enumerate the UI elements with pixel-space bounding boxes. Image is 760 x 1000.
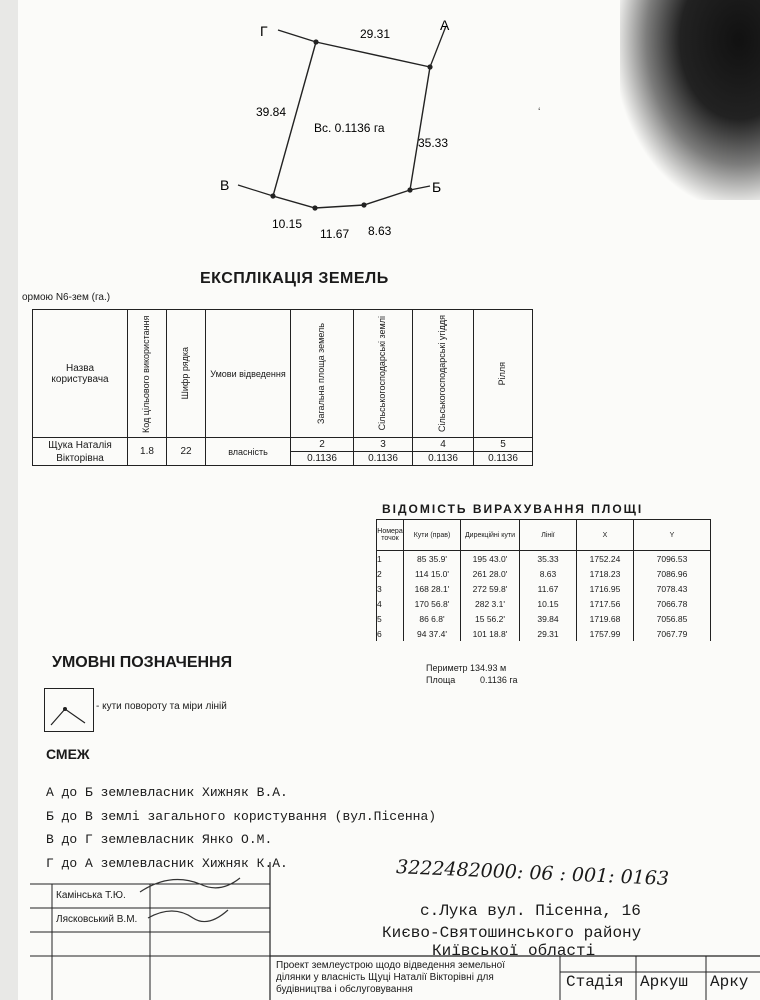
calc-cell-y: 7066.78 (634, 596, 711, 611)
owner-cell: Щука Наталія Вікторівна (33, 438, 128, 466)
header-agri-use: Сільськогосподарські угіддя (413, 310, 474, 438)
calc-cell-n: 4 (377, 596, 404, 611)
calc-header-angles: Кути (прав) (404, 520, 461, 551)
calc-cell-dir: 261 28.0' (461, 566, 520, 581)
calc-header-x: X (577, 520, 634, 551)
calc-cell-dir: 101 18.8' (461, 626, 520, 641)
calc-cell-angle: 94 37.4' (404, 626, 461, 641)
vertex-b: Б (432, 179, 442, 195)
dim-ag: 29.31 (360, 27, 391, 41)
plot-area-label: Вс. 0.1136 га (314, 121, 385, 135)
calc-row (377, 551, 711, 567)
address-line-2: Києво-Святошинського району (382, 924, 642, 942)
dim-seg2: 11.67 (320, 227, 350, 241)
value-agri-use: 0.1136 (413, 452, 474, 466)
calc-cell-x: 1716.95 (577, 581, 634, 596)
borders-title: СМЕЖ (46, 746, 90, 762)
value-arable: 0.1136 (474, 452, 533, 466)
calc-cell-line: 10.15 (520, 596, 577, 611)
calc-cell-y: 7067.79 (634, 626, 711, 641)
address-line-3: Київської області (432, 942, 596, 960)
calc-cell-y: 7078.43 (634, 581, 711, 596)
explication-table (32, 309, 533, 466)
header-agri-land: Сільськогосподарські землі (354, 310, 413, 438)
dim-ab: 35.33 (418, 136, 449, 150)
calc-cell-dir: 272 59.8' (461, 581, 520, 596)
calc-table (376, 519, 711, 641)
calc-cell-x: 1752.24 (577, 551, 634, 567)
calc-cell-line: 35.33 (520, 551, 577, 567)
sheets-label: Арку (710, 973, 749, 991)
legend-item: - кути повороту та міри ліній (96, 701, 227, 712)
calc-cell-angle: 114 15.0' (404, 566, 461, 581)
condition-cell: власність (206, 438, 291, 466)
calc-cell-x: 1719.68 (577, 611, 634, 626)
header-total-area: Загальна площа земель (291, 310, 354, 438)
col-number-3: 3 (354, 438, 413, 452)
person-2: Лясковський В.М. (56, 914, 138, 925)
calc-cell-n: 2 (377, 566, 404, 581)
perimeter-label: Периметр (426, 663, 468, 673)
calc-cell-x: 1757.99 (577, 626, 634, 641)
angle-icon (45, 689, 93, 731)
col-number-2: 2 (291, 438, 354, 452)
dim-seg3: 8.63 (368, 224, 392, 238)
calc-cell-n: 6 (377, 626, 404, 641)
calc-cell-angle: 170 56.8' (404, 596, 461, 611)
borders-list (46, 781, 436, 875)
project-description: Проект землеустрою щодо відведення земельної ділянки у власність Щуці Наталії Вікторівні для будівництва і обслуговування (276, 960, 506, 995)
legend-symbol-box (44, 688, 94, 732)
calc-cell-line: 39.84 (520, 611, 577, 626)
col-number-4: 4 (413, 438, 474, 452)
legend-title: УМОВНІ ПОЗНАЧЕННЯ (52, 654, 233, 671)
header-arable: Рілля (474, 310, 533, 438)
border-line-4: Г до А землевласник Хижняк К.А. (46, 855, 288, 871)
calc-cell-x: 1718.23 (577, 566, 634, 581)
area-value: 0.1136 га (480, 675, 518, 685)
area-label: Площа (426, 675, 456, 685)
border-line-1: А до Б землевласник Хижняк В.А. (46, 785, 288, 800)
calc-row (377, 596, 711, 611)
svg-text:‘: ‘ (538, 106, 541, 118)
calc-row (377, 611, 711, 626)
calc-cell-n: 5 (377, 611, 404, 626)
use-code-cell: 1.8 (128, 438, 167, 466)
calc-cell-line: 29.31 (520, 626, 577, 641)
header-user-name: Назва користувача (33, 310, 128, 438)
explication-form-note: ормою N6-зем (га.) (22, 292, 111, 303)
border-line-3: В до Г землевласник Янко О.М. (46, 832, 273, 847)
calc-header-y: Y (634, 520, 711, 551)
address-line-1: с.Лука вул. Пісенна, 16 (420, 902, 641, 920)
vertex-g: Г (260, 23, 268, 39)
calc-header-points: Номера точок (377, 520, 404, 551)
calc-cell-angle: 168 28.1' (404, 581, 461, 596)
calc-cell-angle: 86 6.8' (404, 611, 461, 626)
vertex-a: А (440, 17, 450, 33)
perimeter-value: 134.93 м (470, 663, 507, 673)
calc-cell-n: 3 (377, 581, 404, 596)
row-code-cell: 22 (167, 438, 206, 466)
sheet-label: Аркуш (640, 973, 689, 991)
calc-row (377, 566, 711, 581)
calc-row (377, 626, 711, 641)
calc-cell-y: 7056.85 (634, 611, 711, 626)
header-row-code: Шифр рядка (167, 310, 206, 438)
header-condition: Умови відведення (206, 310, 291, 438)
calc-header-dir: Дирекційні кути (461, 520, 520, 551)
explication-title: ЕКСПЛІКАЦІЯ ЗЕМЕЛЬ (200, 270, 389, 287)
calc-row (377, 581, 711, 596)
calc-title: ВІДОМІСТЬ ВИРАХУВАННЯ ПЛОЩІ (382, 502, 644, 516)
calc-cell-x: 1717.56 (577, 596, 634, 611)
border-line-2: Б до В землі загального користування (вул.Пісенна) (46, 808, 437, 824)
calc-cell-angle: 85 35.9' (404, 551, 461, 567)
calc-cell-dir: 195 43.0' (461, 551, 520, 567)
calc-cell-y: 7096.53 (634, 551, 711, 567)
stage-label: Стадія (566, 973, 624, 991)
calc-cell-y: 7086.96 (634, 566, 711, 581)
col-number-5: 5 (474, 438, 533, 452)
cadastral-number: 3222482000: 06 : 001: 0163 (395, 856, 670, 890)
calc-cell-line: 8.63 (520, 566, 577, 581)
calc-header-lines: Лінії (520, 520, 577, 551)
person-1: Камінська Т.Ю. (56, 890, 126, 901)
calc-cell-dir: 15 56.2' (461, 611, 520, 626)
calc-cell-dir: 282 3.1' (461, 596, 520, 611)
dim-vg: 39.84 (256, 105, 287, 119)
calc-cell-line: 11.67 (520, 581, 577, 596)
plot-drawing (0, 0, 760, 260)
title-block (30, 862, 760, 1000)
value-agri-land: 0.1136 (354, 452, 413, 466)
calc-cell-n: 1 (377, 551, 404, 567)
dim-seg1: 10.15 (272, 217, 303, 231)
vertex-v: В (220, 177, 230, 193)
value-total: 0.1136 (291, 452, 354, 466)
header-use-code: Код цільового використання (128, 310, 167, 438)
